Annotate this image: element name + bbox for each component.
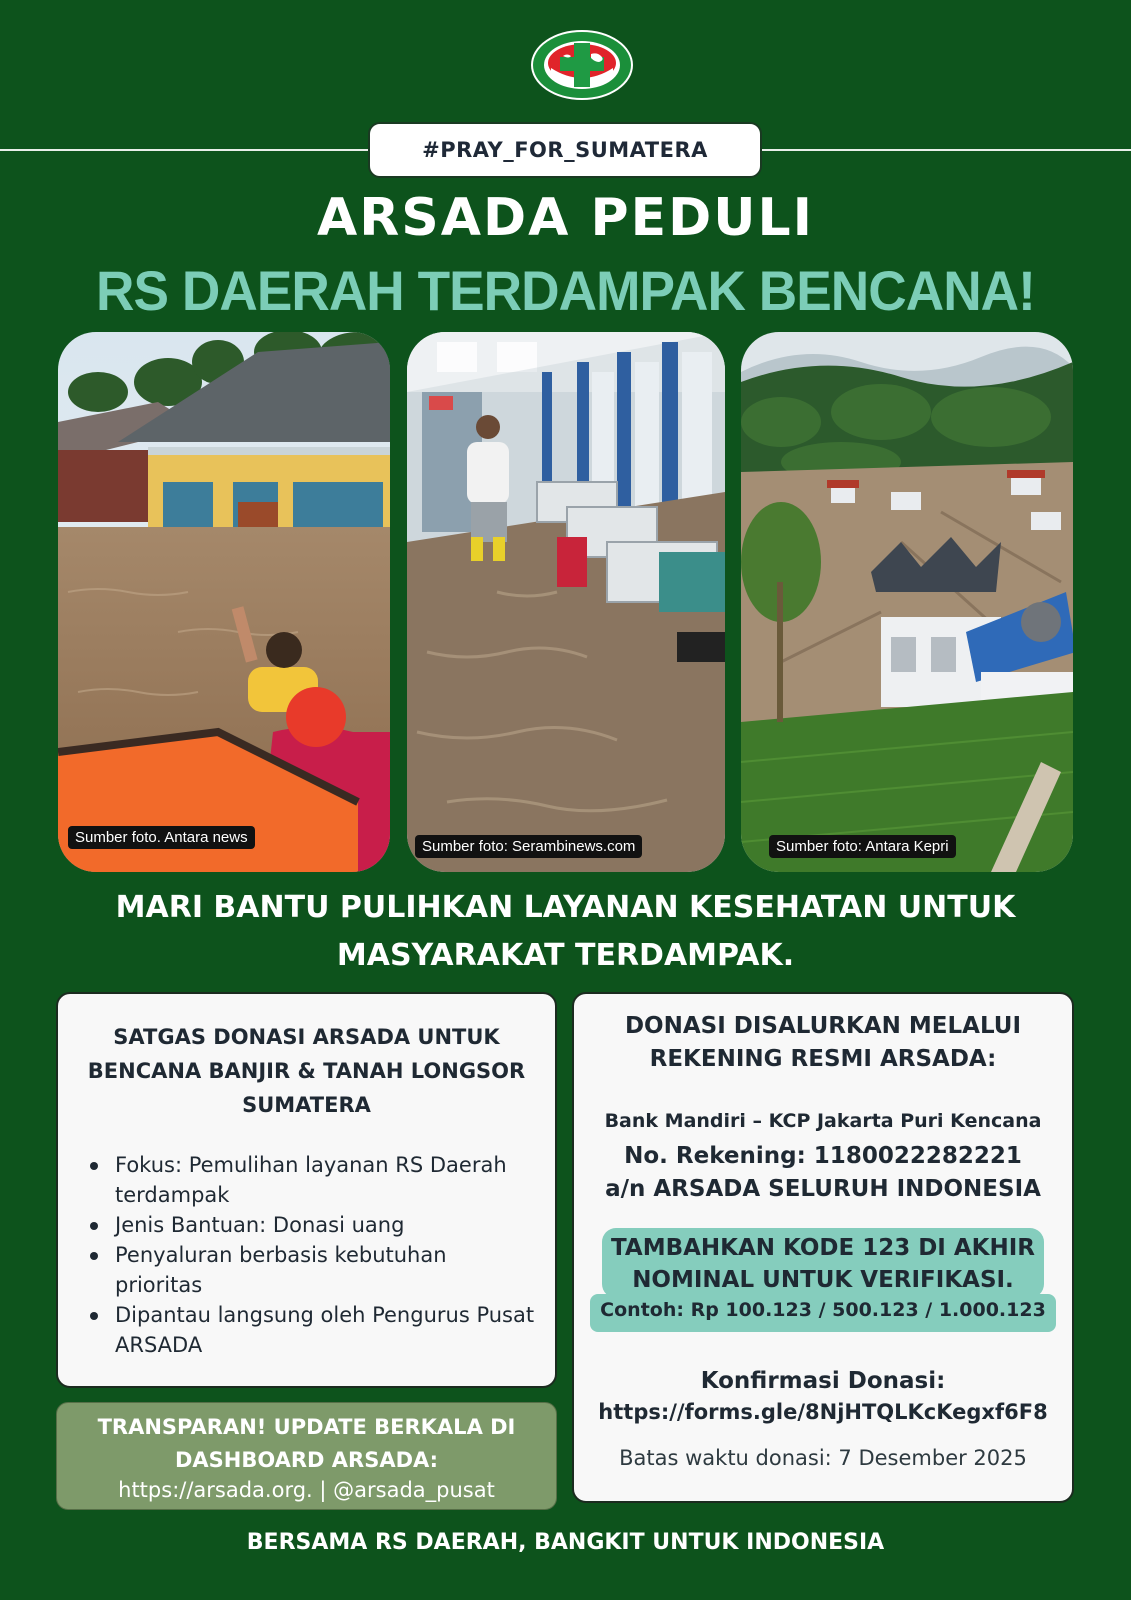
dashboard-links[interactable]: https://arsada.org. | @arsada_pusat xyxy=(118,1478,495,1502)
transparency-title-line: TRANSPARAN! UPDATE BERKALA DI xyxy=(97,1415,516,1439)
arsada-logo xyxy=(531,30,633,100)
photo-hospital-corridor xyxy=(407,332,725,872)
donation-title-line: REKENING RESMI ARSADA: xyxy=(649,1046,997,1072)
transparency-title xyxy=(57,1411,556,1477)
page-title: ARSADA PEDULI xyxy=(317,188,814,248)
verification-line: NOMINAL UNTUK VERIFIKASI. xyxy=(632,1267,1014,1293)
donation-title xyxy=(574,1010,1072,1076)
satgas-title-line: BENCANA BANJIR & TANAH LONGSOR xyxy=(87,1059,526,1083)
confirmation-label: Konfirmasi Donasi: xyxy=(700,1368,946,1394)
satgas-title xyxy=(68,1020,545,1122)
donation-deadline: Batas waktu donasi: 7 Desember 2025 xyxy=(619,1446,1027,1470)
transparency-title-line: DASHBOARD ARSADA: xyxy=(174,1448,439,1472)
satgas-bullet-list xyxy=(88,1150,535,1360)
satgas-card xyxy=(56,992,557,1388)
footer-slogan: BERSAMA RS DAERAH, BANGKIT UNTUK INDONESIA xyxy=(246,1530,885,1555)
transparency-box xyxy=(56,1402,557,1510)
landslide-aerial-image xyxy=(741,332,1073,872)
list-item: Dipantau langsung oleh Pengurus Pusat ARSADA xyxy=(88,1300,535,1360)
photo-caption: Sumber foto. Antara news xyxy=(68,826,255,849)
list-item: Jenis Bantuan: Donasi uang xyxy=(88,1210,535,1240)
verification-line: TAMBAHKAN KODE 123 DI AKHIR xyxy=(610,1235,1036,1261)
hashtag-badge xyxy=(368,122,762,178)
list-item: Fokus: Pemulihan layanan RS Daerah terdampak xyxy=(88,1150,535,1210)
confirmation-link[interactable]: https://forms.gle/8NjHTQLKcKegxf6F8 xyxy=(598,1400,1048,1424)
arsada-cross-logo-icon xyxy=(531,30,633,100)
verification-highlight xyxy=(590,1228,1056,1332)
account-holder: a/n ARSADA SELURUH INDONESIA xyxy=(605,1176,1041,1202)
donation-card xyxy=(572,992,1074,1503)
photo-caption: Sumber foto: Antara Kepri xyxy=(769,835,956,858)
muddy-corridor-image xyxy=(407,332,725,872)
page-subtitle: RS DAERAH TERDAMPAK BENCANA! xyxy=(96,259,1035,322)
divider-right xyxy=(762,149,1131,151)
verification-instruction xyxy=(590,1232,1056,1296)
call-to-action xyxy=(0,884,1131,980)
cta-line-1: MARI BANTU PULIHKAN LAYANAN KESEHATAN UNTUK xyxy=(115,890,1016,925)
satgas-title-line: SATGAS DONASI ARSADA UNTUK xyxy=(113,1025,500,1049)
photo-caption: Sumber foto: Serambinews.com xyxy=(415,835,642,858)
account-info xyxy=(574,1140,1072,1206)
verification-example: Contoh: Rp 100.123 / 500.123 / 1.000.123 xyxy=(600,1299,1046,1321)
list-item: Penyaluran berbasis kebutuhan prioritas xyxy=(88,1240,535,1300)
cta-line-2: MASYARAKAT TERDAMPAK. xyxy=(336,938,795,973)
flooded-hospital-image xyxy=(58,332,390,872)
donation-title-line: DONASI DISALURKAN MELALUI xyxy=(624,1013,1022,1039)
photo-landslide-village xyxy=(741,332,1073,872)
satgas-title-line: SUMATERA xyxy=(242,1093,371,1117)
account-number: No. Rekening: 1180022282221 xyxy=(624,1143,1022,1169)
bank-name: Bank Mandiri – KCP Jakarta Puri Kencana xyxy=(604,1110,1042,1132)
photo-flood-rescue xyxy=(58,332,390,872)
divider-left xyxy=(0,149,368,151)
hashtag-text: #PRAY_FOR_SUMATERA xyxy=(422,138,708,162)
